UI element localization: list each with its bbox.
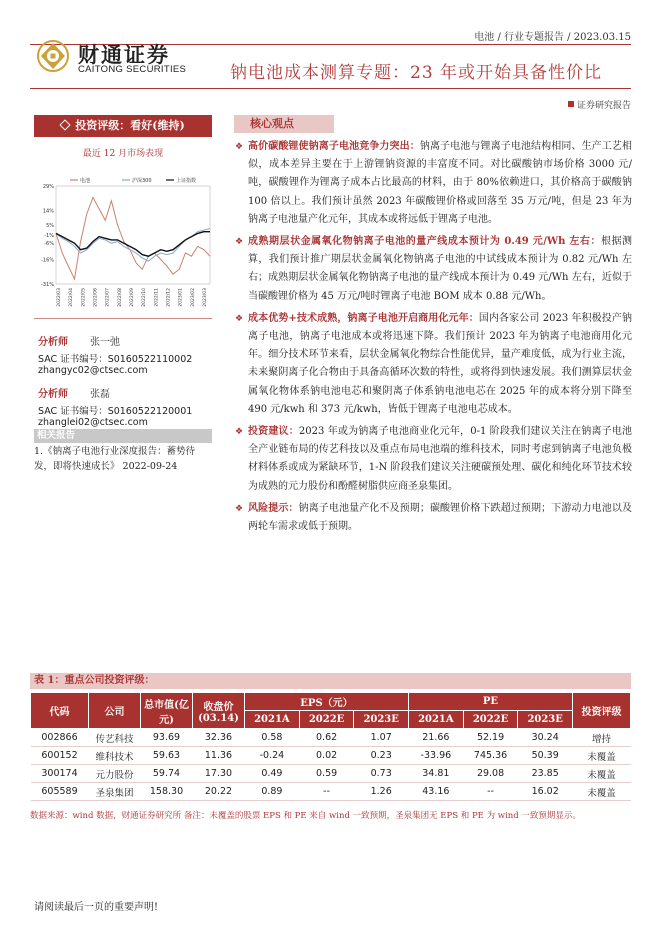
- x-tick-label: 2023/01: [178, 288, 184, 307]
- table-cell: 16.02: [518, 783, 573, 801]
- table-cell: 59.63: [141, 747, 193, 765]
- chart-caption: 最近 12 月市场表现: [82, 149, 164, 159]
- rating-label: 投资评级：看好(维持): [75, 119, 185, 132]
- analyst-sac: SAC 证书编号：S0160522120001: [38, 406, 193, 417]
- table-source-note: 数据来源：wind 数据，财通证券研究所 备注：未覆盖的股票 EPS 和 PE 来自 wind 一致预期，圣泉集团无 EPS 和 PE 为 wind 一致预期显示。: [30, 811, 581, 821]
- table-cell: 745.36: [463, 747, 518, 765]
- rating-badge: [34, 115, 212, 137]
- th-year: 2023E: [354, 711, 409, 729]
- th-eps: EPS（元）: [245, 693, 409, 711]
- analyst-block-2: [38, 382, 212, 428]
- point-head: 成本优势+技术成熟，钠离子电池开启商用化元年：: [248, 312, 479, 324]
- point-head: 风险提示：: [248, 502, 299, 514]
- table-cell: 未覆盖: [573, 747, 631, 765]
- table-cell: 30.24: [518, 729, 573, 747]
- header-rule-bottom: [30, 88, 631, 89]
- logo-mark-icon: [36, 39, 70, 73]
- diamond-bullet-icon: ❖: [235, 313, 244, 324]
- table-cell: 维科技术: [89, 747, 141, 765]
- th-company: 公司: [89, 693, 141, 729]
- x-tick-label: 2022/12: [166, 288, 172, 307]
- legend-label: 沪深300: [132, 178, 152, 184]
- x-tick-label: 2022/09: [130, 288, 135, 307]
- analyst-label: 分析师: [38, 337, 68, 348]
- y-tick-label: -1%: [44, 233, 54, 239]
- th-price: 收盘价(03.14): [193, 693, 245, 729]
- analyst-sac: SAC 证书编号：S0160522110002: [38, 354, 193, 365]
- table-cell: 未覆盖: [573, 783, 631, 801]
- y-tick-label: -6%: [44, 241, 54, 248]
- core-title: 核心观点: [234, 115, 334, 133]
- table-cell: 传艺科技: [89, 729, 141, 747]
- diamond-bullet-icon: ❖: [235, 142, 244, 152]
- table-cell: 20.22: [193, 783, 245, 801]
- analyst-email[interactable]: zhangyc02@ctsec.com: [38, 365, 148, 376]
- core-point: [234, 138, 632, 229]
- th-year: 2021A: [245, 711, 300, 729]
- x-tick-label: 2022/04: [69, 288, 75, 307]
- table-cell: 0.62: [299, 729, 354, 747]
- x-tick-label: 2023/03: [203, 288, 208, 307]
- table-cell: 605589: [31, 783, 89, 801]
- table-cell: 158.30: [141, 783, 193, 801]
- table-cell: 0.73: [354, 765, 409, 783]
- table-cell: 59.74: [141, 765, 193, 783]
- divider: [34, 318, 212, 319]
- th-code: 代码: [31, 693, 89, 729]
- table-cell: 增持: [573, 729, 631, 747]
- table-row: [31, 729, 631, 747]
- point-body: 2023 年或为钠离子电池商业化元年，0-1 阶段我们建议关注在钠离子电池全产业链布局的传艺科技以及重点布局电池端的维科技术，同时考虑到钠离子电池负极材料体系或成为紧缺环节，1-N 阶段我们建议关注硬碳预处理、碳化和纯化环节技术较为成熟的元力股份和酚醛树脂供应商圣泉集团。: [248, 426, 633, 492]
- table-cell: 0.02: [299, 747, 354, 765]
- header-meta: 电池 / 行业专题报告 / 2023.03.15: [474, 32, 631, 43]
- table-cell: 1.26: [354, 783, 409, 801]
- table-cell: 002866: [31, 729, 89, 747]
- y-tick-label: 14%: [42, 208, 54, 215]
- y-tick-label: -16%: [41, 257, 54, 264]
- table-title: 表 1：重点公司投资评级：: [30, 673, 631, 689]
- table-cell: 93.69: [141, 729, 193, 747]
- th-rating: 投资评级: [573, 693, 631, 729]
- legend-label: 上证指数: [176, 178, 197, 184]
- legend-label: 电池: [80, 178, 91, 184]
- y-tick-label: 5%: [46, 223, 54, 230]
- table-cell: 52.19: [463, 729, 518, 747]
- table-cell: 0.49: [245, 765, 300, 783]
- table-cell: 29.08: [463, 765, 518, 783]
- point-body: 根据测算，我们预计推广期层状金属氧化物钠离子电池的中试线成本预计为 0.82 元/Wh 左右；成熟期层状金属氧化物钠离子电池的量产线成本预计为 0.49 元/Wh 左右，近似于当碳酸锂价格为 45 万元/吨时锂离子电池 BOM 成本 0.88 元/Wh。: [248, 236, 633, 302]
- point-body: 国内各家公司 2023 年积极投产钠离子电池，钠离子电池成本或将迅速下降。我们预计 2023 年为钠离子电池商用化元年。细分技术环节来看，层状金属氧化物综合性能优异，量产难度低，成为行业主流，未来聚阴离子化合物由于具备高循环次数的特性，或将得到快速发展。我们测算层状金属氧化物体系钠电池电芯和聚阴离子体系钠电池电芯在 2025 年的成本将分别下降至 490 元/kwh 和 373 元/kwh，皆低于锂离子电池电芯成本。: [248, 312, 632, 415]
- table-cell: --: [463, 783, 518, 801]
- table-cell: 43.16: [408, 783, 463, 801]
- related-report-item[interactable]: 1.《钠离子电池行业深度报告：蓄势待发，即将快速成长》 2022-09-24: [34, 446, 196, 472]
- x-tick-label: 2022/06: [93, 288, 99, 307]
- core-points: [234, 138, 632, 536]
- table-cell: 34.81: [408, 765, 463, 783]
- table-cell: 32.36: [193, 729, 245, 747]
- table-cell: 11.36: [193, 747, 245, 765]
- analyst-name: 张一弛: [90, 337, 120, 348]
- th-year: 2022E: [299, 711, 354, 729]
- table-cell: 未覆盖: [573, 765, 631, 783]
- plot-frame: [56, 186, 210, 284]
- table-cell: 23.85: [518, 765, 573, 783]
- x-tick-label: 2023/02: [190, 288, 196, 307]
- table-cell: -0.24: [245, 747, 300, 765]
- company-rating-table: [30, 692, 631, 801]
- x-tick-label: 2022/08: [117, 288, 123, 307]
- table-cell: -33.96: [408, 747, 463, 765]
- y-tick-label: 29%: [42, 184, 54, 190]
- core-point: [234, 310, 632, 419]
- core-point: [234, 500, 632, 536]
- analyst-label: 分析师: [38, 389, 68, 400]
- table-cell: 50.39: [518, 747, 573, 765]
- th-year: 2023E: [518, 711, 573, 729]
- table-cell: 圣泉集团: [89, 783, 141, 801]
- logo-text-cn: 财通证券: [78, 43, 170, 67]
- table-cell: 0.58: [245, 729, 300, 747]
- company-logo: [36, 37, 196, 77]
- th-year: 2022E: [463, 711, 518, 729]
- diamond-bullet-icon: ❖: [235, 237, 244, 248]
- table-cell: --: [299, 783, 354, 801]
- table-cell: 600152: [31, 747, 89, 765]
- th-pe: PE: [408, 693, 572, 711]
- x-tick-label: 2022/11: [154, 288, 160, 307]
- table-cell: 21.66: [408, 729, 463, 747]
- diamond-icon: [60, 119, 71, 130]
- series-line-0: [56, 197, 210, 279]
- table-cell: 0.23: [354, 747, 409, 765]
- table-cell: 17.30: [193, 765, 245, 783]
- table-cell: 1.07: [354, 729, 409, 747]
- diamond-bullet-icon: ❖: [235, 427, 244, 438]
- point-head: 高价碳酸锂使钠离子电池竞争力突出：: [248, 141, 420, 152]
- core-point: [234, 423, 632, 496]
- y-tick-label: -31%: [41, 282, 54, 288]
- th-year: 2021A: [408, 711, 463, 729]
- table-cell: 300174: [31, 765, 89, 783]
- x-tick-label: 2022/10: [142, 288, 148, 307]
- table-row: [31, 783, 631, 801]
- x-tick-label: 2022/07: [105, 288, 111, 307]
- diamond-bullet-icon: ❖: [235, 503, 244, 514]
- table-row: [31, 747, 631, 765]
- market-performance-chart: [34, 172, 212, 312]
- table-cell: 0.89: [245, 783, 300, 801]
- related-reports-title: 相关报告: [34, 429, 212, 443]
- analyst-name: 张磊: [90, 389, 110, 400]
- table-cell: 0.59: [299, 765, 354, 783]
- point-head: 成熟期层状金属氧化物钠离子电池的量产线成本预计为 0.49 元/Wh 左右：: [248, 236, 601, 248]
- x-tick-label: 2022/03: [57, 288, 62, 307]
- point-body: 钠离子电池与锂离子电池结构相同、生产工艺相似，成本差异主要在于上游锂钠资源的丰富度不同。对比碳酸钠市场价格 3000 元/吨，碳酸锂作为锂离子成本占比最高的材料，由于 80%依赖进口，其价格高于碳酸钠 100 倍以上。我们预计虽然 2023 年碳酸锂价格或回落至 35 万元/吨，但是 23 年为钠离子电池量产化元年，其成本或将远低于锂离子电池。: [248, 141, 633, 225]
- report-tag: [568, 98, 631, 111]
- point-head: 投资建议：: [248, 426, 299, 438]
- report-tag-label: 证券研究报告: [576, 101, 631, 111]
- table-row: [31, 765, 631, 783]
- square-icon: [568, 101, 574, 107]
- analyst-block-1: [38, 330, 212, 376]
- point-body: 钠离子电池量产化不及预期；碳酸锂价格下跌超过预期；下游动力电池以及两轮车需求或低于预期。: [248, 502, 633, 533]
- logo-text-en: CAITONG SECURITIES: [78, 64, 187, 75]
- page-title: 钠电池成本测算专题：23 年或开始具备性价比: [230, 63, 603, 83]
- table-cell: 元力股份: [89, 765, 141, 783]
- analyst-email[interactable]: zhanglei02@ctsec.com: [38, 417, 148, 428]
- footer-disclaimer: 请阅读最后一页的重要声明!: [34, 902, 159, 913]
- core-point: [234, 233, 632, 306]
- th-mcap: 总市值(亿元): [141, 693, 193, 729]
- x-tick-label: 2022/05: [81, 288, 87, 307]
